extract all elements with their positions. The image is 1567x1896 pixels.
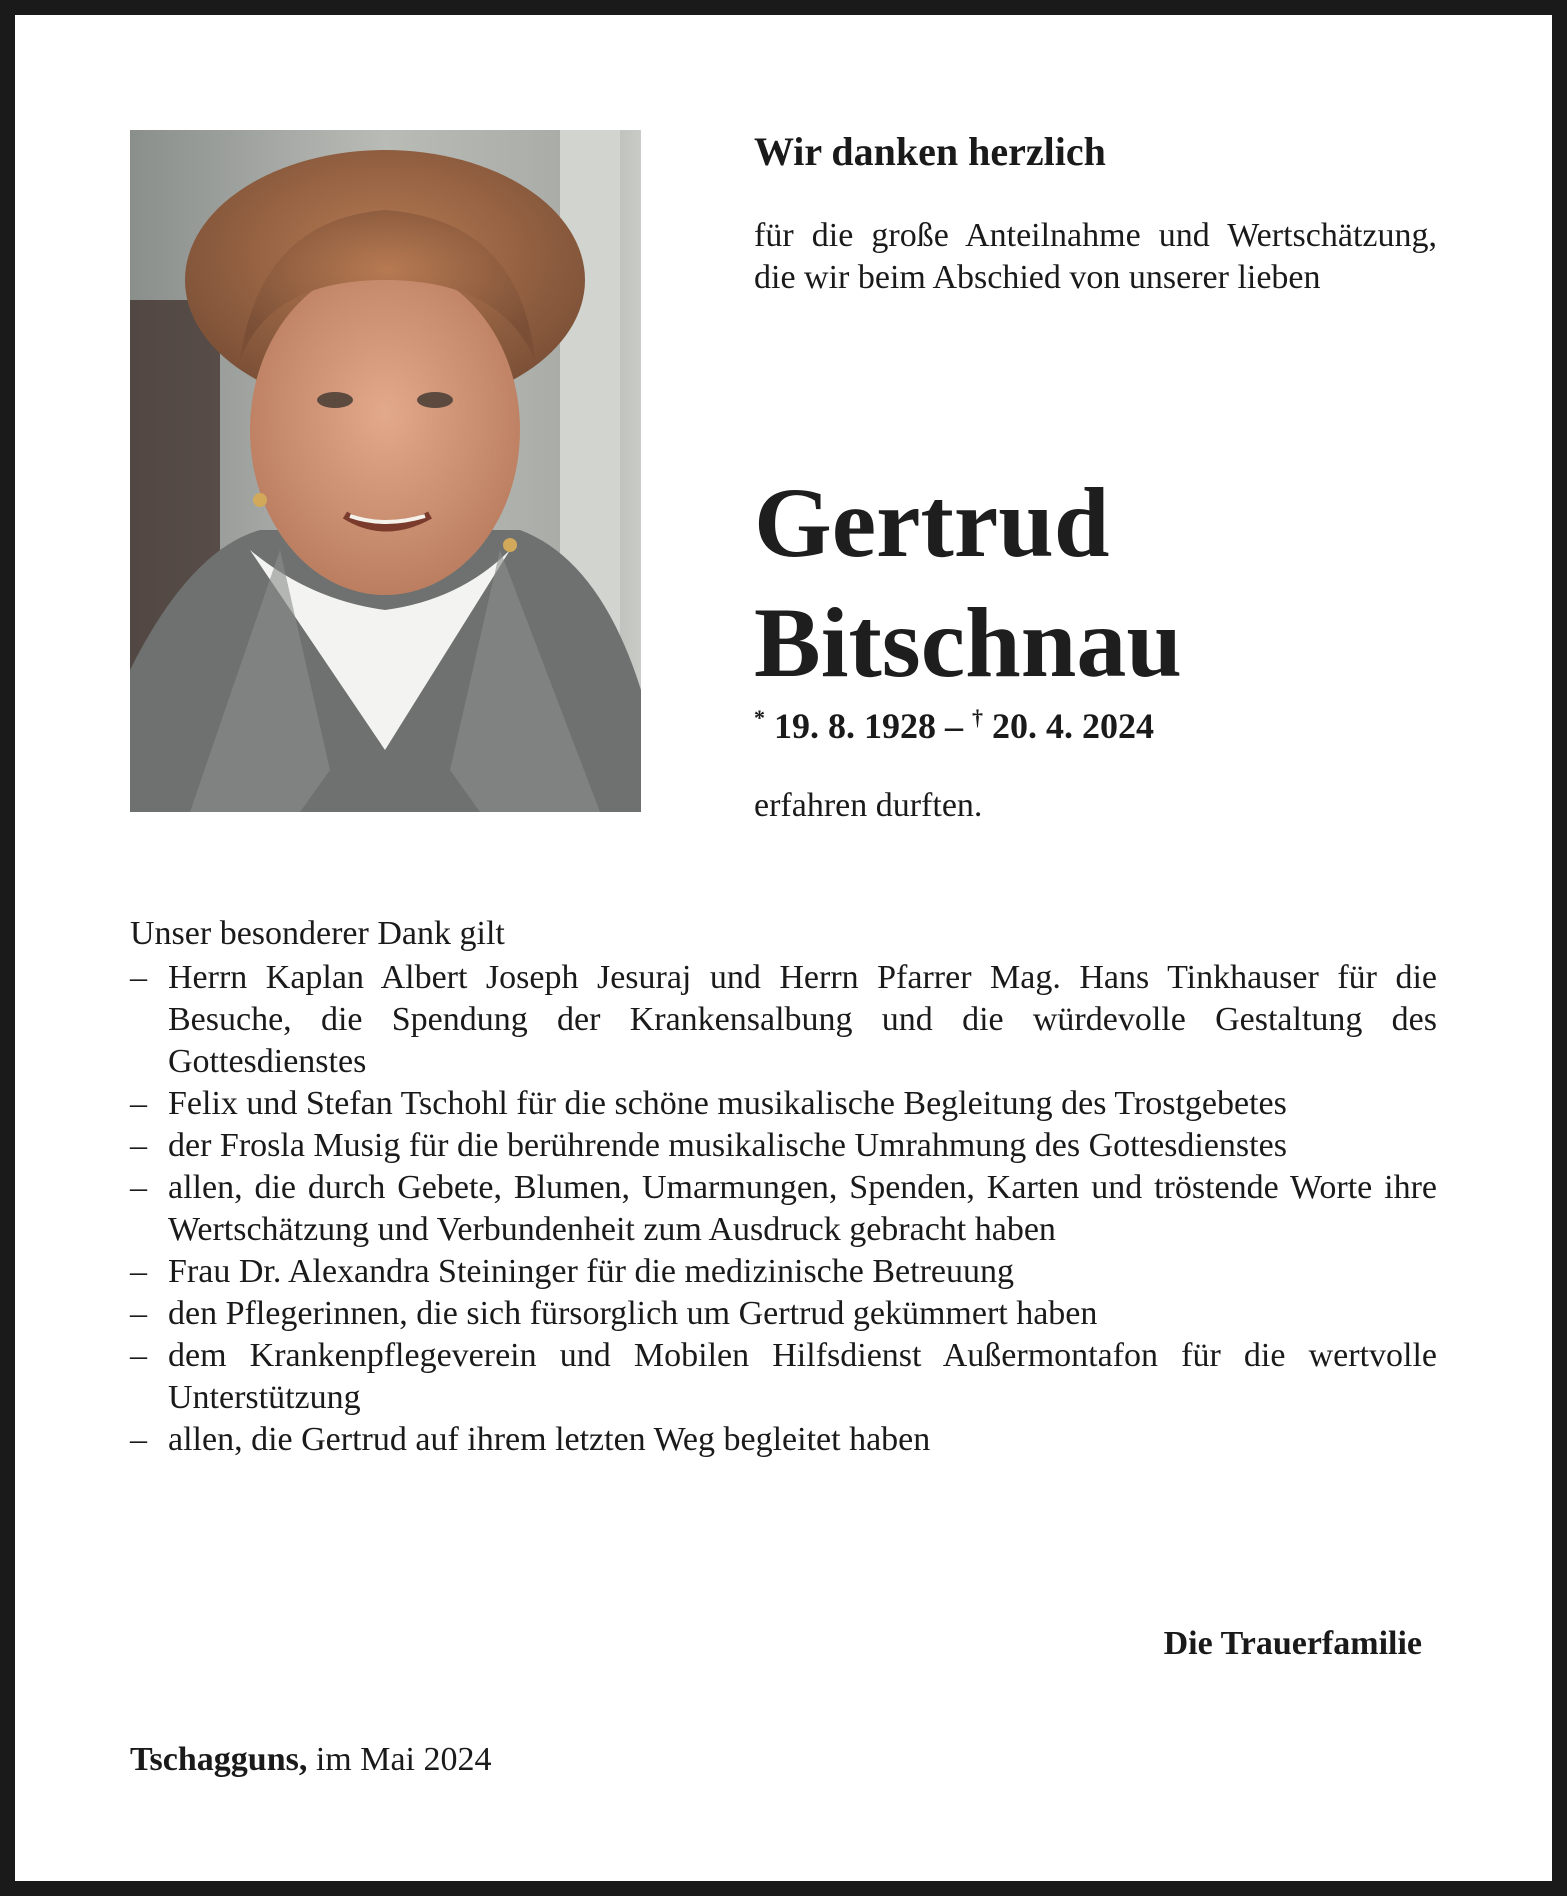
dash: –	[130, 1295, 147, 1332]
last-name: Bitschnau	[754, 587, 1182, 698]
portrait-photo	[130, 130, 641, 812]
list-item-text: den Pflegerinnen, die sich fürsorglich um Gertrud gekümmert haben	[168, 1295, 1098, 1332]
list-item-text: der Frosla Musig für die berührende musikalische Umrahmung des Gottesdienstes	[168, 1127, 1287, 1164]
portrait-image	[130, 130, 641, 812]
intro-text: für die große Anteilnahme und Wertschätzung, die wir beim Abschied von unserer lieben	[754, 217, 1437, 296]
birth-date: 19. 8. 1928	[774, 706, 936, 746]
thanks-title: Unser besonderer Dank gilt	[130, 915, 505, 952]
town: Tschagguns,	[130, 1741, 308, 1778]
list-item-text: dem Krankenpflegeverein und Mobilen Hilfsdienst Außermontafon für die wertvolle Unterstützung	[168, 1337, 1437, 1416]
signature: Die Trauerfamilie	[1163, 1625, 1422, 1662]
list-item-text: Frau Dr. Alexandra Steininger für die medizinische Betreuung	[168, 1253, 1014, 1290]
dash: –	[130, 1421, 147, 1458]
list-item-text: Herrn Kaplan Albert Joseph Jesuraj und Herrn Pfarrer Mag. Hans Tinkhauser für die Besuche, die Spendung der Krankensalbung und die würdevolle Gestaltung des Gottesdienstes	[168, 959, 1437, 1080]
list-item	[130, 1251, 1437, 1293]
list-item-text: allen, die durch Gebete, Blumen, Umarmungen, Spenden, Karten und tröstende Worte ihre Wertschätzung und Verbundenheit zum Ausdruck gebracht haben	[168, 1169, 1437, 1248]
place-date	[130, 1741, 492, 1779]
birth-symbol: *	[754, 705, 765, 730]
dash: –	[130, 1127, 147, 1164]
list-item	[130, 1125, 1437, 1167]
date-line: im Mai 2024	[315, 1741, 492, 1778]
life-dates	[754, 705, 1154, 747]
death-date: 20. 4. 2024	[992, 706, 1154, 746]
list-item	[130, 1293, 1437, 1335]
list-item	[130, 1167, 1437, 1251]
list-item-text: allen, die Gertrud auf ihrem letzten Weg begleitet haben	[168, 1421, 931, 1458]
list-item	[130, 957, 1437, 1083]
intro-heading: Wir danken herzlich	[754, 129, 1106, 174]
dash: –	[130, 1337, 147, 1374]
dash: –	[130, 1253, 147, 1290]
dash: –	[130, 1085, 147, 1122]
first-name: Gertrud	[754, 467, 1110, 578]
list-item	[130, 1083, 1437, 1125]
deceased-name	[754, 463, 1182, 703]
dash: –	[130, 1169, 147, 1206]
death-symbol: †	[972, 705, 983, 730]
closing-text: erfahren durften.	[754, 787, 983, 824]
list-item	[130, 1419, 1437, 1461]
obituary-page	[15, 15, 1552, 1881]
list-item	[130, 1335, 1437, 1419]
list-item-text: Felix und Stefan Tschohl für die schöne musikalische Begleitung des Trostgebetes	[168, 1085, 1287, 1122]
intro-block	[754, 125, 1437, 299]
thanks-list	[130, 957, 1437, 1461]
thanks-section	[130, 913, 1437, 1461]
date-separator: –	[936, 706, 972, 746]
dash: –	[130, 959, 147, 996]
